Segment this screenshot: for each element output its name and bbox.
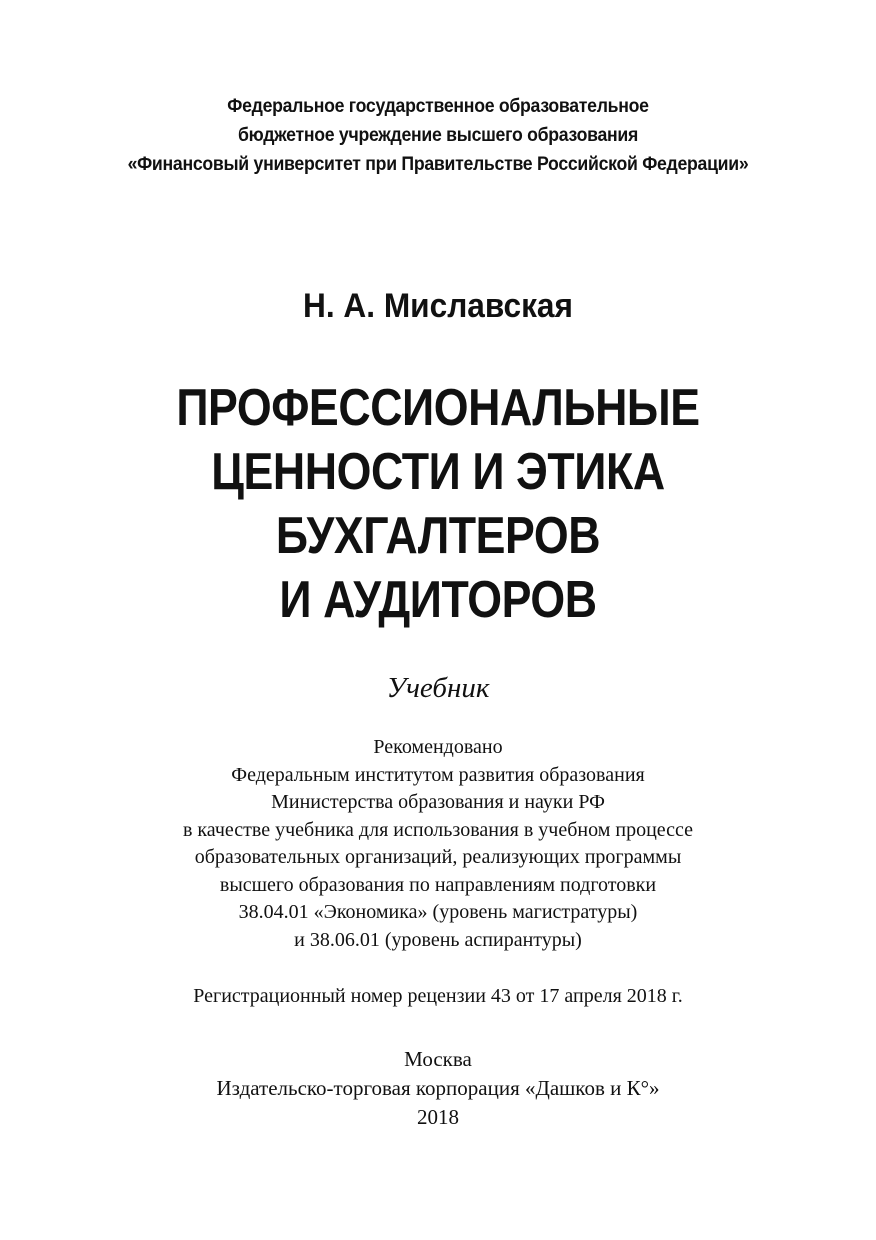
recommendation-line-7: 38.04.01 «Экономика» (уровень магистратуры) [238, 901, 638, 923]
book-title-line-3: БУХГАЛТЕРОВ [275, 507, 601, 565]
imprint-city: Москва [404, 1047, 472, 1071]
recommendation-line-3: Министерства образования и науки РФ [271, 791, 605, 813]
recommendation-line-8: и 38.06.01 (уровень аспирантуры) [294, 928, 582, 951]
recommendation-line-5: образовательных организаций, реализующих программы [194, 846, 682, 868]
book-title-line-4: И АУДИТОРОВ [279, 571, 597, 629]
author-name: Н. А. Миславская [303, 287, 573, 325]
imprint-publisher: Издательско-торговая корпорация «Дашков и К°» [216, 1076, 660, 1100]
imprint-block [30, 1045, 846, 1132]
book-genre: Учебник [386, 672, 490, 704]
recommendation-line-2: Федеральным институтом развития образования [231, 763, 645, 786]
book-title-line-2: ЦЕННОСТИ И ЭТИКА [211, 443, 665, 501]
institution-line-3: «Финансовый университет при Правительстве Российской Федерации» [127, 154, 749, 175]
recommendation-line-4: в качестве учебника для использования в учебном процессе [182, 818, 694, 841]
recommendation-line-6: высшего образования по направлениям подготовки [219, 873, 657, 896]
institution-line-2: бюджетное учреждение высшего образования [237, 125, 639, 146]
review-registration: Регистрационный номер рецензии 43 от 17 апреля 2018 г. [193, 985, 683, 1007]
recommendation-line-1: Рекомендовано [373, 736, 503, 758]
institution-block [68, 92, 808, 179]
recommendation-block [30, 734, 846, 954]
institution-line-1: Федеральное государственное образовательное [227, 96, 649, 117]
book-title-line-1: ПРОФЕССИОНАЛЬНЫЕ [176, 379, 700, 437]
book-title [79, 376, 798, 632]
imprint-year: 2018 [417, 1105, 459, 1129]
